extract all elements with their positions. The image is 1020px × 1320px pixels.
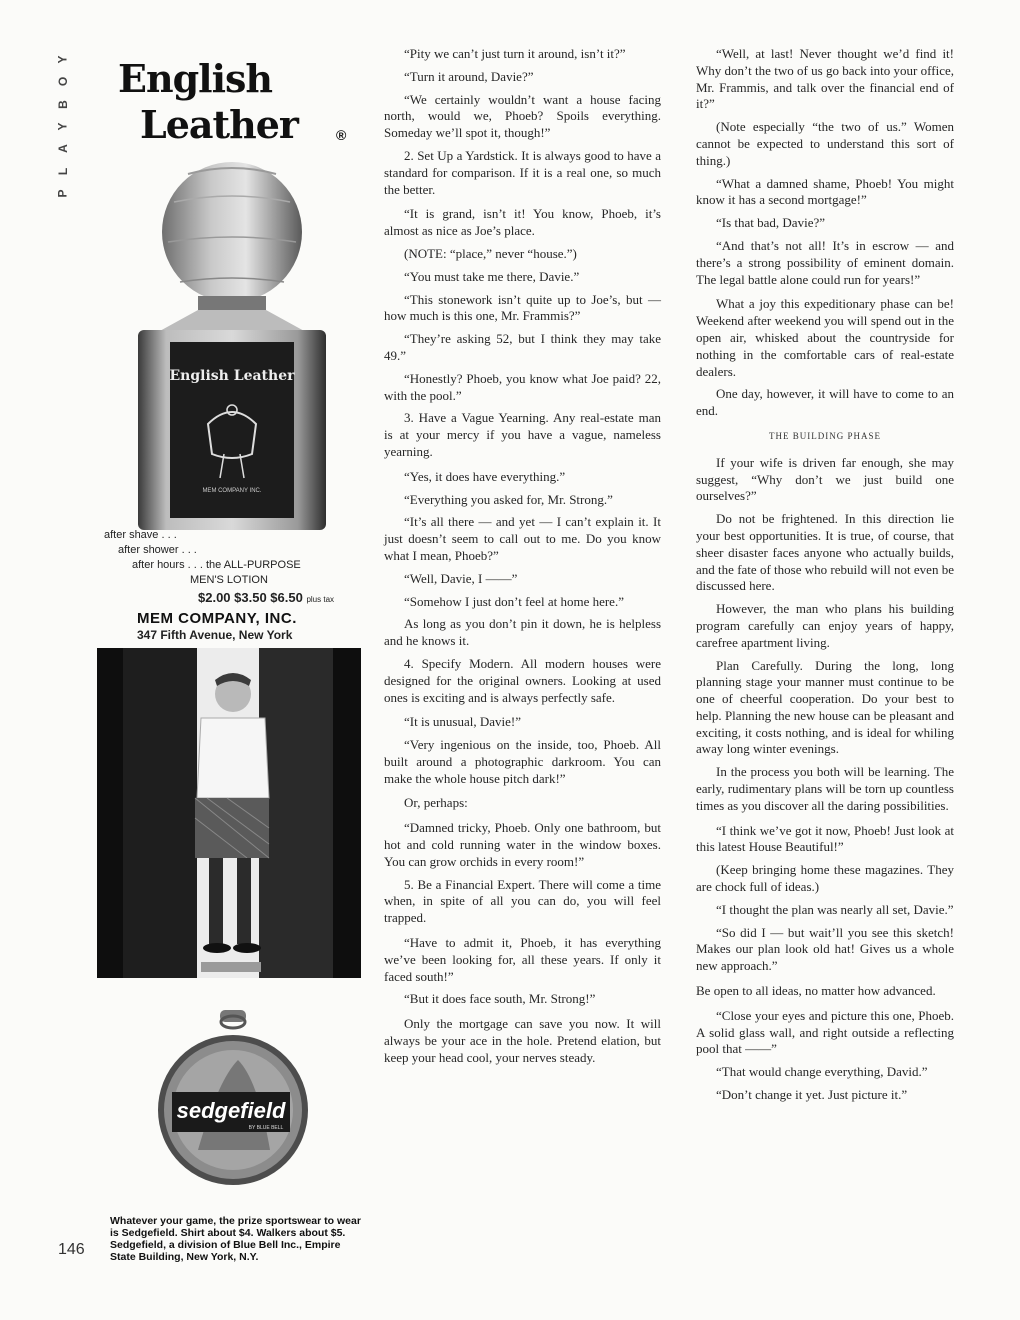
bottle-maker-text: MEM COMPANY INC. (202, 488, 262, 494)
paragraph: “Very ingenious on the inside, too, Phoeb. All built around a photographic darkroom. You can make the whole house pitch dark!” (384, 737, 661, 786)
bottle-label-text: English Leather (169, 368, 295, 384)
caption-line: after hours . . . the ALL-PURPOSE (132, 559, 301, 571)
paragraph: Do not be frightened. In this direction lie your best opportunities. It is true, of course, that sheer disaster faces anyone who actually builds, and the fate of those who rebuild will not even be discussed here. (696, 511, 954, 594)
masthead-letter: B (55, 98, 70, 109)
masthead-letter: A (55, 143, 70, 154)
paragraph: “Pity we can’t just turn it around, isn’t it?” (404, 46, 626, 61)
paragraph: “You must take me there, Davie.” (404, 268, 580, 284)
medal-illustration (158, 1010, 308, 1186)
paragraph: “Close your eyes and picture this one, Phoeb. A solid glass wall, and right outside a reflecting pool that ——” (696, 1007, 954, 1057)
paragraph: As long as you don’t pin it down, he is helpless and he knows it. (384, 616, 661, 649)
section-heading: THE BUILDING PHASE (769, 430, 881, 441)
page-number: 146 (58, 1241, 85, 1258)
masthead-letter: P (55, 188, 70, 198)
article-column-right (696, 46, 954, 1110)
paragraph: (NOTE: “place,” never “house.”) (404, 245, 577, 261)
paragraph: Only the mortgage can save you now. It will always be your ace in the hole. Pretend elation, but keep your head cool, your nerves steady. (384, 1016, 661, 1065)
bottle-shoulder (158, 310, 306, 332)
paragraph: “Don’t change it yet. Just picture it.” (716, 1087, 908, 1103)
paragraph: “It’s all there — and yet — I can’t explain it. It just doesn’t seem to call out to me. Do you know what I mean, Phoeb?” (384, 514, 661, 563)
price-list (198, 590, 334, 607)
paragraph: “Damned tricky, Phoeb. Only one bathroom, but hot and cold running water in the window boxes. You can grow orchids in every room!” (384, 820, 661, 869)
paragraph: “Yes, it does have everything.” (404, 468, 566, 484)
paragraph: “It is unusual, Davie!” (404, 714, 521, 730)
registered-mark: ® (336, 127, 346, 143)
paragraph: “It is grand, isn’t it! You know, Phoeb, it’s almost as nice as Joe’s place. (384, 206, 661, 239)
paragraph: “Honestly? Phoeb, you know what Joe paid? 22, with the pool.” (384, 370, 661, 403)
masthead-letter: Y (55, 121, 70, 131)
sedgefield-logo: sedgefield (176, 1098, 286, 1123)
company-address: 347 Fifth Avenue, New York (137, 628, 293, 642)
paragraph: However, the man who plans his building program carefully can enjoy years of happy, carefree apartment living. (696, 601, 954, 650)
masthead-letter: Y (55, 54, 70, 64)
paragraph: “They’re asking 52, but I think they may take 49.” (384, 331, 661, 363)
paragraph: “Have to admit it, Phoeb, it has everything we’ve been looking for, all these years. If only it faced south!” (384, 935, 661, 984)
paragraph: “Well, at last! Never thought we’d find it! Why don’t the two of us go back into your office, Mr. Frammis, and talk over the financial end of it?” (696, 46, 954, 112)
brand-line-1: English (118, 56, 273, 101)
lotion-bottle-image (128, 162, 336, 532)
sportswear-model-photo (97, 648, 361, 978)
paragraph: “This stonework isn’t quite up to Joe’s, but — how much is this one, Mr. Frammis?” (384, 291, 661, 324)
caption-line: after shave . . . (104, 529, 177, 541)
masthead-letter: O (56, 76, 70, 87)
english-leather-logo (118, 56, 358, 148)
caption-line: MEN'S LOTION (190, 574, 268, 586)
paragraph: “I think we’ve got it now, Phoeb! Just look at this latest House Beautiful!” (696, 822, 954, 855)
paragraph: “We certainly wouldn’t want a house facing north, would we, Phoeb? Spoils everything. Someday we’ll spot it, though!” (384, 91, 661, 141)
paragraph: “What a damned shame, Phoeb! You might know it has a second mortgage!” (696, 175, 954, 208)
paragraph: If your wife is driven far enough, she may suggest, “Why don’t we just build one ourselves?” (696, 454, 954, 504)
paragraph: What a joy this expeditionary phase can be! Weekend after weekend you will spend out in the open air, whisked about the countryside for nothing in the comfortable cars of real-estate dealers. (696, 296, 954, 379)
caption-line: after shower . . . (118, 544, 197, 556)
paragraph: “That would change everything, David.” (716, 1064, 928, 1080)
paragraph: “Turn it around, Davie?” (404, 68, 534, 84)
model-illustration (97, 648, 361, 978)
paragraph: “Everything you asked for, Mr. Strong.” (404, 491, 613, 507)
paragraph: “So did I — but wait’ll you see this sketch! Makes our plan look old hat! Gives us a whole new approach.” (696, 924, 954, 974)
paragraph: (Note especially “the two of us.” Women cannot be expected to understand this sort of thing.) (696, 119, 954, 168)
sedgefield-caption: Whatever your game, the prize sportswear to wear is Sedgefield. Shirt about $4. Walkers about $5. Sedgefield, a division of Blue Bell Inc., Empire State Building, New York, N.Y. (110, 1215, 361, 1263)
paragraph: “I thought the plan was nearly all set, Davie.” (716, 901, 954, 917)
paragraph: In the process you both will be learning. The early, rudimentary plans will be torn up countless times as you discover all the daring possibilities. (696, 764, 954, 813)
paragraph: “Well, Davie, I ——” (404, 570, 518, 586)
blue-bell-tag: BY BLUE BELL (248, 1125, 284, 1131)
paragraph: “And that’s not all! It’s in escrow — and there’s a strong possibility of eminent domain. The legal battle alone could run for years!” (696, 237, 954, 287)
magazine-masthead (56, 52, 70, 200)
plus-tax: plus tax (306, 595, 335, 604)
paragraph: “But it does face south, Mr. Strong!” (404, 991, 596, 1007)
paragraph: “Somehow I just don’t feel at home here.” (404, 593, 624, 609)
paragraph: One day, however, it will have to come to an end. (696, 386, 954, 419)
section-paragraph: 4. Specify Modern. All modern houses were designed for the original owners. Looking at used ones is exciting and is always perfectly safe. (384, 655, 661, 705)
paragraph: Be open to all ideas, no matter how advanced. (696, 983, 936, 999)
prices: $2.00 $3.50 $6.50 (198, 590, 303, 605)
section-paragraph: Plan Carefully. During the long, long planning stage your manner must continue to be one of cheerful cooperation. Do your best to help. Planning the new house can be pleasant and exciting, it costs nothing, and is ideal for whiling away long winter evenings. (696, 657, 954, 757)
paragraph: Or, perhaps: (404, 795, 468, 811)
masthead-letter: L (56, 166, 70, 175)
company-name: MEM COMPANY, INC. (137, 610, 297, 627)
section-paragraph: 5. Be a Financial Expert. There will come a time when, in spite of all you can do, you will feel trapped. (384, 876, 661, 926)
paragraph: (Keep bringing home these magazines. They are chock full of ideas.) (696, 862, 954, 895)
paragraph: “Is that bad, Davie?” (716, 215, 826, 231)
article-column-left (384, 46, 661, 1073)
sedgefield-medal (158, 1010, 308, 1186)
bottle-illustration (128, 162, 336, 532)
section-paragraph: 3. Have a Vague Yearning. Any real-estate man is at your mercy if you have a vague, nameless yearning. (384, 410, 661, 459)
brand-line-2: Leather (140, 102, 298, 147)
section-paragraph: 2. Set Up a Yardstick. It is always good to have a standard for comparison. If it is a real one, so much the better. (384, 147, 661, 197)
